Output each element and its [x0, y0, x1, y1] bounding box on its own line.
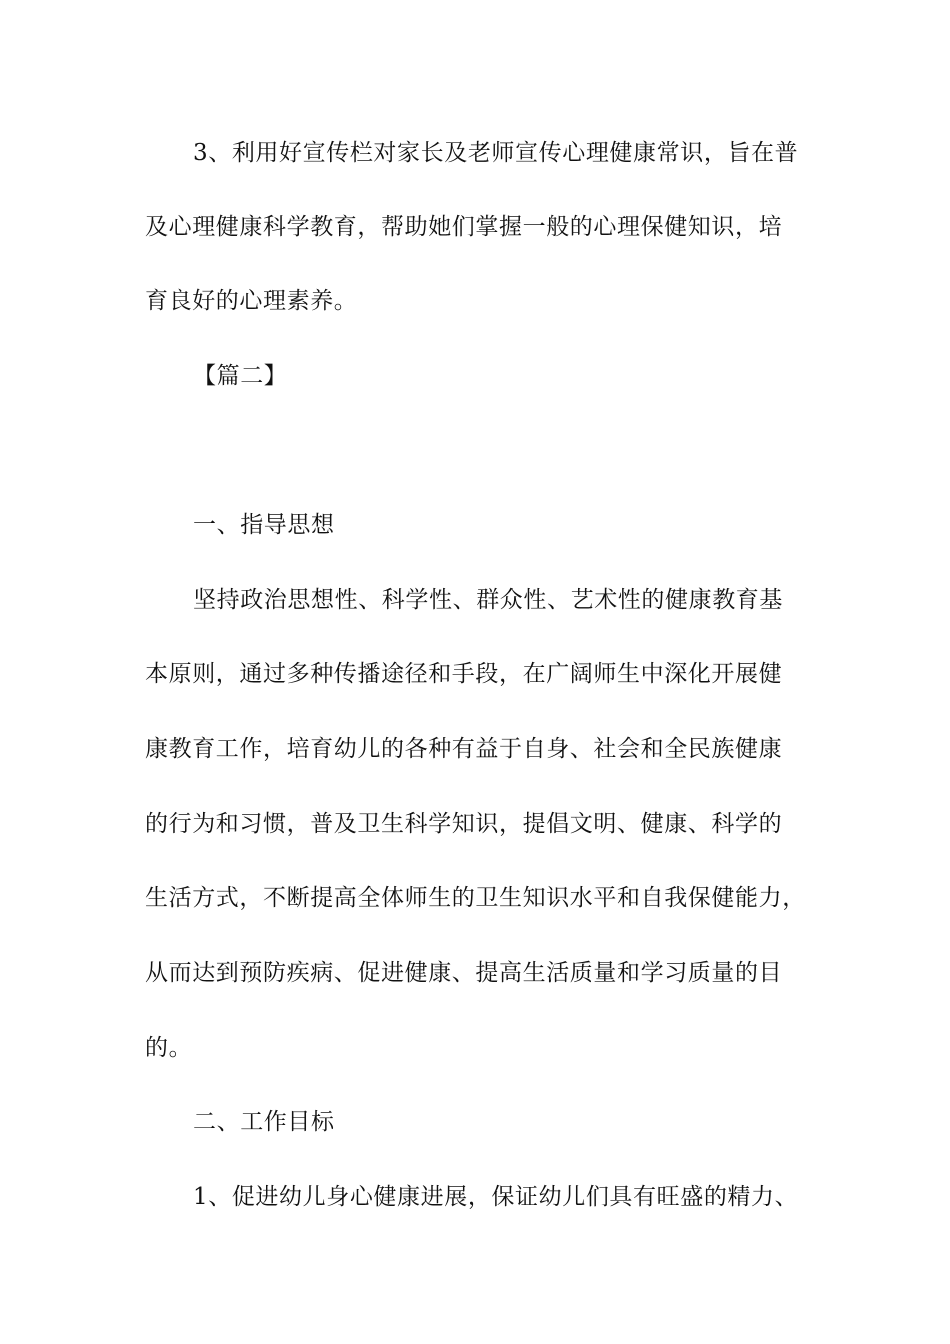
paragraph-2-line-5: 生活方式，不断提高全体师生的卫生知识水平和自我保健能力，	[145, 885, 806, 911]
paragraph-2-line-6: 从而达到预防疾病、促进健康、提高生活质量和学习质量的目	[145, 960, 783, 986]
heading-work-goals: 二、工作目标	[193, 1109, 335, 1135]
paragraph-1-line-2: 及心理健康科学教育，帮助她们掌握一般的心理保健知识，培	[145, 214, 783, 240]
paragraph-2-line-7: 的。	[145, 1035, 193, 1061]
paragraph-1-line-1: 3、利用好宣传栏对家长及老师宣传心理健康常识，旨在普	[193, 140, 799, 166]
heading-guiding-ideology: 一、指导思想	[193, 512, 335, 538]
paragraph-3-line-1: 1、促进幼儿身心健康进展，保证幼儿们具有旺盛的精力、	[193, 1184, 799, 1210]
paragraph-1-line-3: 育良好的心理素养。	[145, 288, 358, 314]
paragraph-2-line-3: 康教育工作，培育幼儿的各种有益于自身、社会和全民族健康	[145, 736, 783, 762]
paragraph-2-line-2: 本原则，通过多种传播途径和手段，在广阔师生中深化开展健	[145, 661, 783, 687]
paragraph-2-line-1: 坚持政治思想性、科学性、群众性、艺术性的健康教育基	[193, 587, 783, 613]
paragraph-2-line-4: 的行为和习惯，普及卫生科学知识，提倡文明、健康、科学的	[145, 811, 783, 837]
section-title: 【篇二】	[193, 363, 288, 389]
